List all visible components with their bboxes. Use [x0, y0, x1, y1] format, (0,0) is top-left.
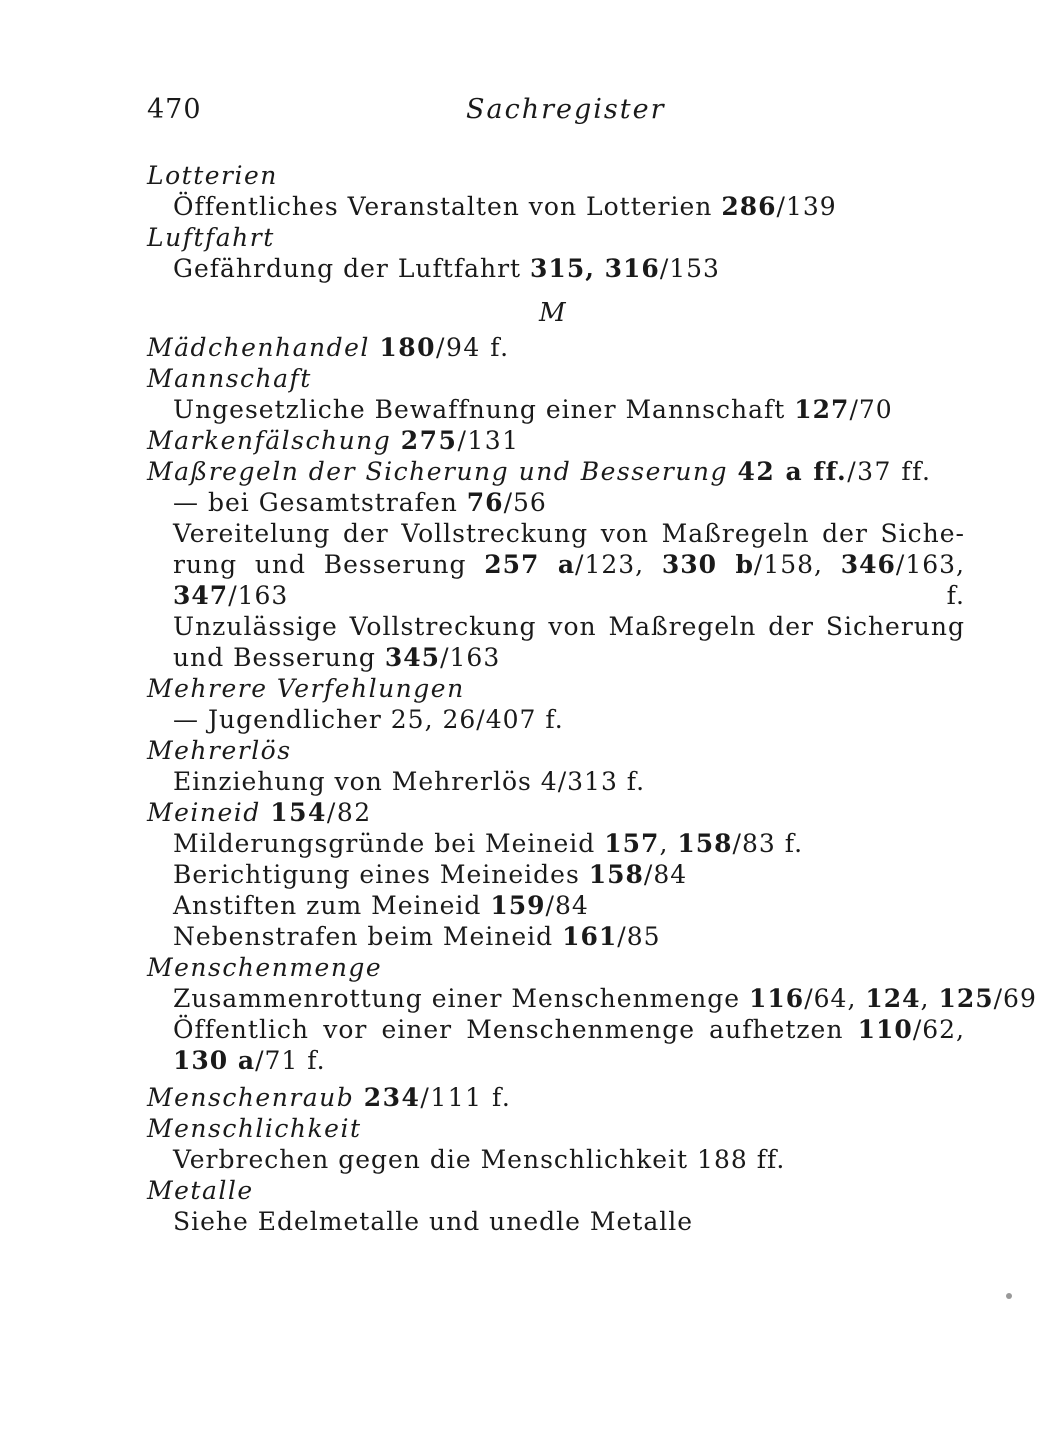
entry-menschlichkeit — [147, 1113, 977, 1175]
subentry: Verbrechen gegen die Menschlichkeit 188 ff. — [173, 1145, 786, 1174]
subentry: Einziehung von Mehrerlös 4/313 f. — [173, 767, 646, 796]
subentry: Ungesetzliche Bewaffnung einer Mannschaft 127/70 — [173, 395, 893, 424]
subentry-continued: und Besserung 345/163 — [173, 643, 501, 672]
term: Menschenmenge — [147, 953, 383, 982]
subentry: Anstiften zum Meineid 159/84 — [173, 891, 589, 920]
term: Metalle — [147, 1176, 254, 1205]
subentry-continued: 130 a/71 f. — [173, 1046, 326, 1075]
subentry: Milderungsgründe bei Meineid 157, 158/83 f. — [173, 829, 804, 858]
term: Lotterien — [147, 161, 278, 190]
term: Mehrerlös — [147, 736, 292, 765]
page-number: 470 — [147, 94, 202, 125]
term: Menschlichkeit — [147, 1114, 362, 1143]
index-entries — [147, 160, 1037, 1237]
term: Mannschaft — [147, 364, 312, 393]
entry-markenfaelschung: Markenfälschung 275/131 — [147, 426, 520, 455]
subentry: Siehe Edelmetalle und unedle Metalle — [173, 1207, 694, 1236]
page-header — [0, 94, 1024, 134]
running-head: Sachregister — [466, 94, 666, 125]
entry-lotterien — [147, 160, 977, 222]
term: Mehrere Verfehlungen — [147, 674, 465, 703]
scan-speck — [1006, 1293, 1012, 1299]
term: Maßregeln der Sicherung und Besserung 42 a ff./37 ff. — [147, 457, 932, 486]
term: Luftfahrt — [147, 223, 275, 252]
subentry: Unzulässige Vollstreckung von Maßregeln der Sicherung — [173, 612, 965, 641]
entry-menschenraub: Menschenraub 234/111 f. — [147, 1083, 512, 1112]
entry-menschenmenge — [147, 952, 1037, 1076]
entry-massregeln — [147, 456, 977, 673]
entry-maedchenhandel: Mädchenhandel 180/94 f. — [147, 333, 510, 362]
entry-mehrerloes — [147, 735, 977, 797]
subentry: Berichtigung eines Meineides 158/84 — [173, 860, 688, 889]
subentry: Vereitelung der Vollstreckung von Maßregeln der Siche- — [173, 519, 965, 548]
entry-luftfahrt — [147, 222, 977, 284]
entry-mehrere-verfehlungen — [147, 673, 977, 735]
subentry: Gefährdung der Luftfahrt 315, 316/153 — [173, 254, 720, 283]
section-letter: M — [539, 298, 566, 328]
subentry: — Jugendlicher 25, 26/407 f. — [173, 705, 564, 734]
subentry-continued: rung und Besserung 257 a/123, 330 b/158, 346/163, 347/163 f. — [173, 550, 965, 610]
subentry: — bei Gesamtstrafen 76/56 — [173, 488, 547, 517]
subentry: Öffentliches Veranstalten von Lotterien 286/139 — [173, 192, 837, 221]
entry-meineid — [147, 797, 977, 952]
entry-mannschaft — [147, 363, 977, 425]
entry-metalle — [147, 1175, 977, 1237]
subentry: Zusammenrottung einer Menschenmenge 116/64, 124, 125/69 — [173, 984, 1037, 1013]
subentry: Nebenstrafen beim Meineid 161/85 — [173, 922, 661, 951]
term: Meineid 154/82 — [147, 798, 372, 827]
subentry: Öffentlich vor einer Menschenmenge aufhetzen 110/62, — [173, 1015, 965, 1044]
